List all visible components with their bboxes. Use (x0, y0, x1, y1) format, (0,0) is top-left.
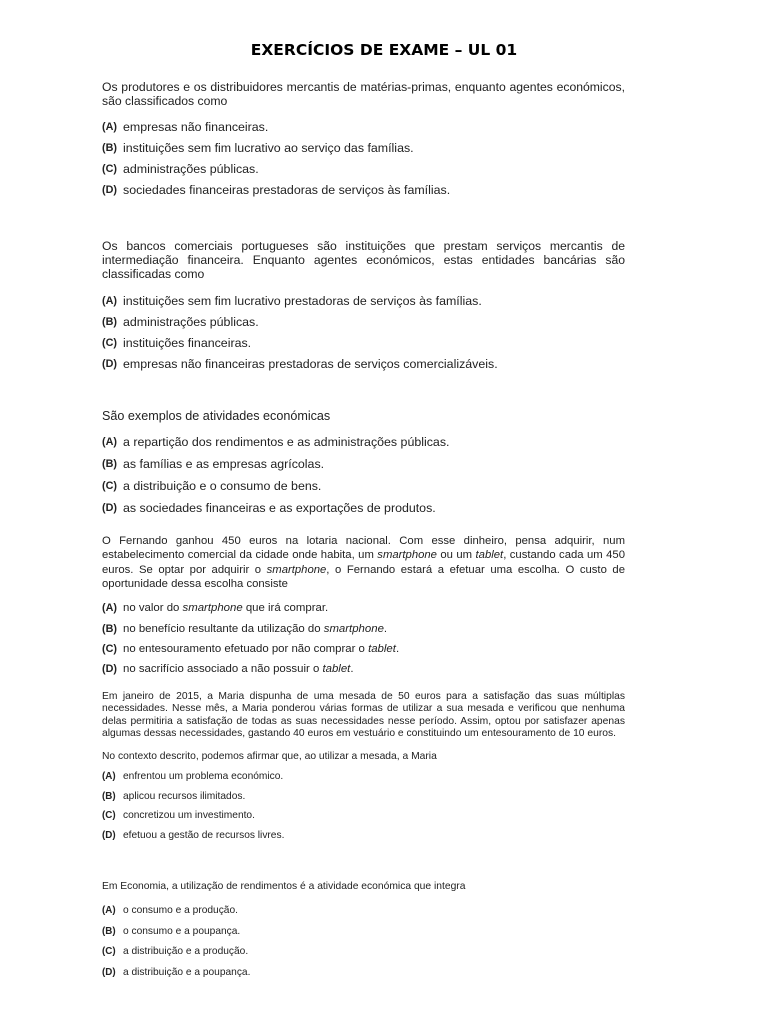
option-c: (C) instituições financeiras. (102, 335, 252, 350)
option-list (102, 294, 625, 371)
option-c: (C) a distribuição e a produção. (102, 946, 249, 958)
option-d: (D) no sacrifício associado a não possuir o tablet. (102, 663, 354, 676)
option-c: (C) concretizou um investimento. (102, 810, 255, 822)
option-d: (D) efetuou a gestão de recursos livres. (102, 829, 285, 841)
question-1 (102, 80, 625, 197)
question-stem: Em Economia, a utilização de rendimentos é a atividade económica que integra (102, 881, 466, 892)
question-5 (102, 691, 625, 842)
option-b: (B) no benefício resultante da utilização do smartphone. (102, 622, 388, 635)
question-prompt: No contexto descrito, podemos afirmar que, ao utilizar a mesada, a Maria (102, 750, 437, 762)
question-stem: O Fernando ganhou 450 euros na lotaria nacional. Com esse dinheiro, pensa adquirir, num estabelecimento comercial da cidade onde habita, um smartphone ou um tablet, custando cada um 450 euros. Se optar por adquirir o smartphone, o Fernando estará a efetuar uma escolha. O custo de oportunidade dessa escolha consiste (102, 535, 625, 590)
option-a: (A) a repartição dos rendimentos e as administrações públicas. (102, 435, 450, 449)
option-a: (A) o consumo e a produção. (102, 905, 238, 917)
option-list (102, 602, 625, 677)
question-2 (102, 239, 625, 371)
option-a: (A) empresas não financeiras. (102, 120, 269, 135)
question-stem: Os produtores e os distribuidores mercantis de matérias-primas, enquanto agentes económicos, são classificados como (102, 80, 625, 109)
question-3 (102, 409, 625, 515)
option-d: (D) as sociedades financeiras e as exportações de produtos. (102, 501, 436, 515)
option-list (102, 120, 625, 197)
option-b: (B) aplicou recursos ilimitados. (102, 790, 246, 802)
option-a: (A) enfrentou um problema económico. (102, 771, 284, 783)
option-list (102, 771, 625, 842)
option-d: (D) empresas não financeiras prestadoras de serviços comercializáveis. (102, 356, 498, 371)
option-b: (B) instituições sem fim lucrativo ao serviço das famílias. (102, 141, 414, 156)
option-a: (A) no valor do smartphone que irá comprar. (102, 602, 329, 615)
question-stem: Em janeiro de 2015, a Maria dispunha de uma mesada de 50 euros para a satisfação das suas múltiplas necessidades. Nesse mês, a Maria ponderou várias formas de utilizar a sua mesada e verificou que nenhuma delas permitiria a satisfação de todas as suas necessidades nesse período. Assim, optou por satisfazer apenas algumas dessas necessidades, gastando 40 euros em vestuário e constituindo um entesouramento de 10 euros. (102, 691, 625, 740)
option-list (102, 905, 625, 979)
question-6 (102, 881, 625, 979)
question-4 (102, 534, 625, 677)
option-a: (A) instituições sem fim lucrativo prestadoras de serviços às famílias. (102, 293, 482, 308)
option-b: (B) o consumo e a poupança. (102, 925, 241, 937)
option-b: (B) as famílias e as empresas agrícolas. (102, 457, 325, 471)
option-list (102, 435, 625, 515)
option-c: (C) administrações públicas. (102, 162, 259, 177)
page-title: EXERCÍCIOS DE EXAME – UL 01 (250, 41, 518, 59)
question-stem: Os bancos comerciais portugueses são instituições que prestam serviços mercantis de intermediação financeira. Enquanto agentes económicos, estas entidades bancárias são classificadas como (102, 239, 625, 282)
option-d: (D) sociedades financeiras prestadoras de serviços às famílias. (102, 183, 451, 198)
option-c: (C) no entesouramento efetuado por não comprar o tablet. (102, 643, 400, 655)
option-b: (B) administrações públicas. (102, 314, 259, 329)
option-c: (C) a distribuição e o consumo de bens. (102, 479, 322, 493)
question-stem: São exemplos de atividades económicas (102, 409, 331, 423)
option-d: (D) a distribuição e a poupança. (102, 966, 251, 978)
